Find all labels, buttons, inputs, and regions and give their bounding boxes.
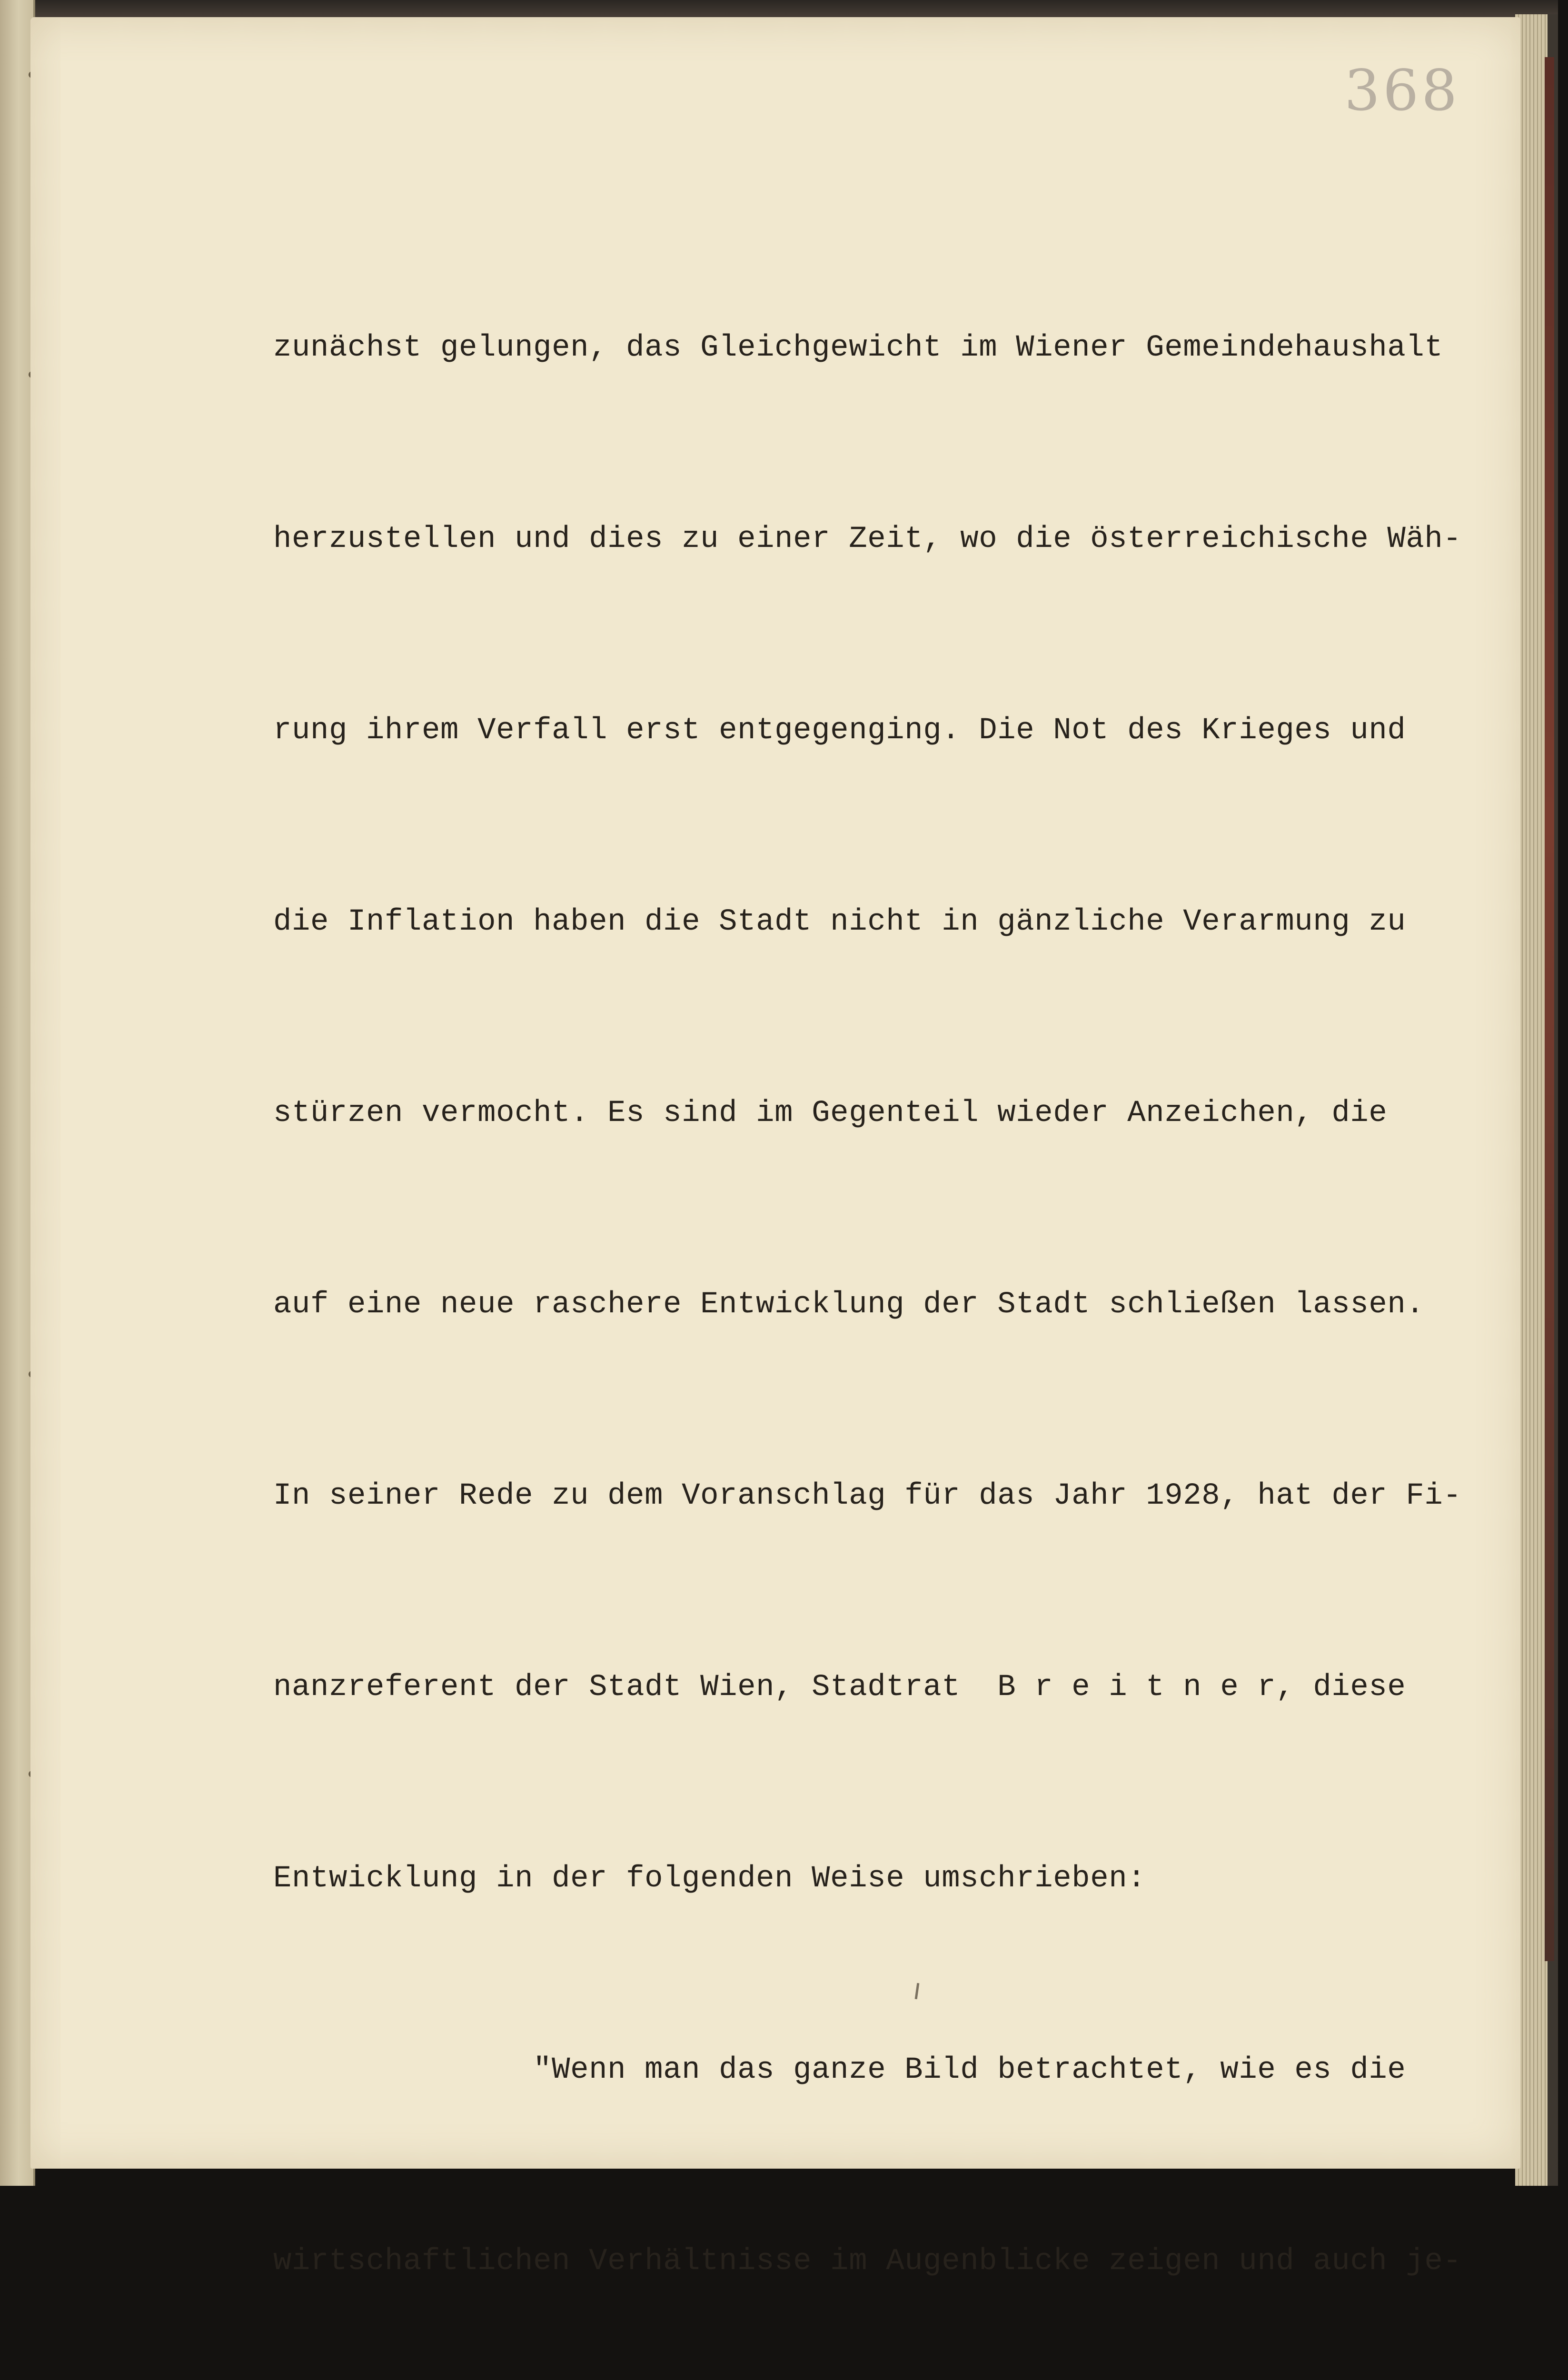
text-line: wirtschaftlichen Verhältnisse im Augenblicke zeigen und auch je- bbox=[273, 2244, 1462, 2279]
text-line: auf eine neue raschere Entwicklung der Stadt schließen lassen. bbox=[273, 1288, 1425, 1322]
text-line: In seiner Rede zu dem Voranschlag für das Jahr 1928, hat der Fi- bbox=[273, 1479, 1462, 1513]
binding-strip bbox=[0, 0, 1558, 19]
typed-text-body bbox=[273, 188, 1568, 2380]
page-number: 368 bbox=[1344, 58, 1460, 123]
text-line: die Inflation haben die Stadt nicht in gänzliche Verarmung zu bbox=[273, 905, 1406, 939]
text-line: nanzreferent der Stadt Wien, Stadtrat B r e i t n e r, diese bbox=[273, 1670, 1406, 1705]
adjacent-page-edge bbox=[0, 0, 35, 2186]
text-line: herzustellen und dies zu einer Zeit, wo die österreichische Wäh- bbox=[273, 522, 1462, 556]
text-line: Entwicklung in der folgenden Weise umschrieben: bbox=[273, 1862, 1146, 1896]
text-line: "Wenn man das ganze Bild betrachtet, wie es die bbox=[273, 2053, 1406, 2087]
text-line: rung ihrem Verfall erst entgegenging. Die Not des Krieges und bbox=[273, 714, 1406, 748]
text-line: stürzen vermocht. Es sind im Gegenteil wieder Anzeichen, die bbox=[273, 1096, 1388, 1130]
document-page bbox=[30, 17, 1520, 2279]
text-line: zunächst gelungen, das Gleichgewicht im Wiener Gemeindehaushalt bbox=[273, 331, 1443, 365]
